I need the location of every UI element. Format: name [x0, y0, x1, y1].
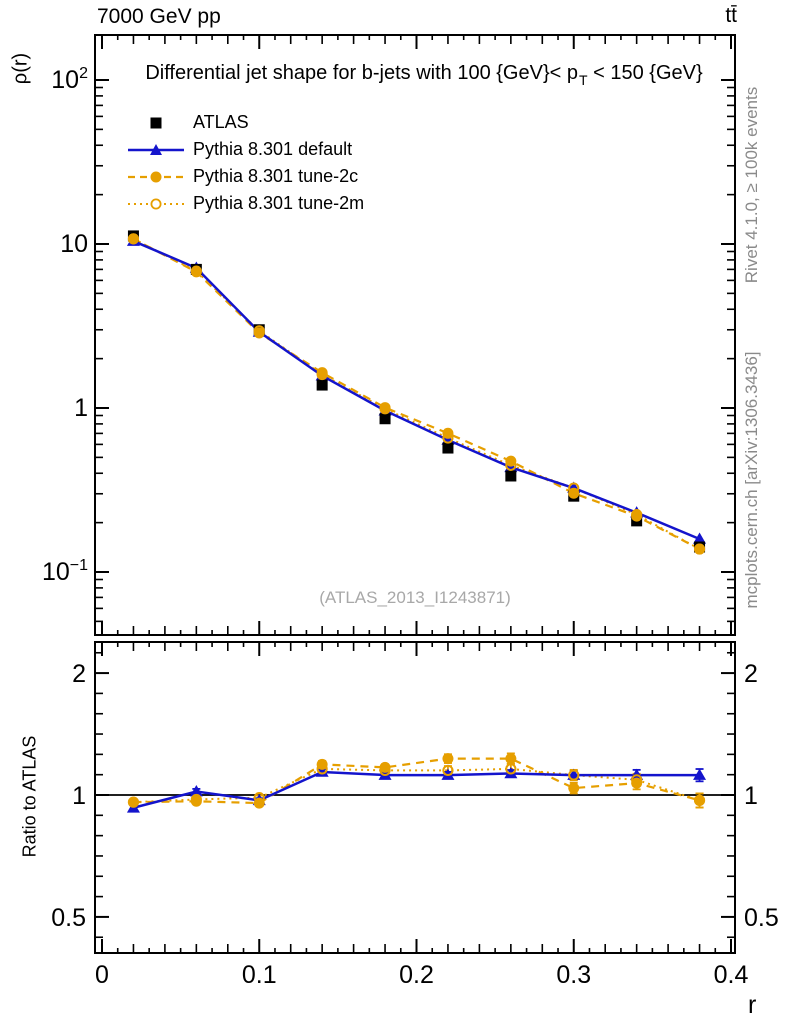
plot-title-text: Differential jet shape for b-jets with 100 {GeV}< p	[145, 62, 578, 84]
plot-title-tail: < 150 {GeV}	[587, 62, 703, 84]
svg-text:0.2: 0.2	[399, 961, 434, 989]
dotted-line-open-circle-icon	[128, 196, 184, 212]
legend-label: Pythia 8.301 default	[193, 139, 353, 159]
main-y-axis-title: ρ(r)	[9, 52, 32, 85]
plot-title	[86, 62, 762, 88]
legend-label: Pythia 8.301 tune-2c	[193, 166, 359, 186]
svg-text:0.3: 0.3	[556, 961, 592, 989]
legend	[128, 109, 364, 217]
rivet-version-label: Rivet 4.1.0, ≥ 100k events	[742, 86, 761, 284]
svg-text:0.4: 0.4	[713, 961, 749, 989]
svg-text:102: $10^2$	[51, 65, 88, 94]
svg-text:0.5: 0.5	[744, 903, 779, 932]
beam-energy-label: 7000 GeV pp	[97, 5, 221, 28]
svg-text:0.1: 0.1	[241, 961, 277, 989]
ratio-y-axis-title: Ratio to ATLAS	[19, 735, 40, 858]
legend-label: Pythia 8.301 tune-2m	[193, 193, 365, 213]
main-series	[127, 230, 706, 554]
legend-item-atlas	[128, 109, 364, 136]
mcplots-arxiv-label: mcplots.cern.ch [arXiv:1306.3436]	[742, 351, 761, 609]
ratio-series	[127, 753, 706, 812]
dashed-line-circle-icon	[128, 169, 184, 185]
process-label: tt̄	[725, 4, 737, 27]
svg-text:0.5: 0.5	[51, 903, 86, 932]
svg-text:0: 0	[95, 961, 109, 989]
legend-label: ATLAS	[193, 112, 249, 132]
atlas-marker-icon	[128, 115, 184, 131]
svg-text:10−1: $10^{-1}$	[41, 557, 88, 586]
svg-text:1: 1	[72, 782, 86, 810]
solid-line-triangle-icon	[128, 142, 184, 158]
svg-text:10: 10	[60, 230, 88, 258]
svg-text:2: 2	[72, 660, 86, 689]
legend-item-pythia-tune2c	[128, 163, 364, 190]
plot-title-subscript: T	[579, 72, 588, 88]
legend-item-pythia-tune2m	[128, 190, 364, 217]
svg-text:1: 1	[74, 394, 88, 422]
svg-text:2: 2	[744, 660, 758, 689]
x-axis-title: r	[748, 991, 757, 1019]
analysis-id-watermark: (ATLAS_2013_I1243871)	[319, 588, 511, 607]
legend-item-pythia-default	[128, 136, 364, 163]
svg-text:1: 1	[744, 782, 758, 810]
